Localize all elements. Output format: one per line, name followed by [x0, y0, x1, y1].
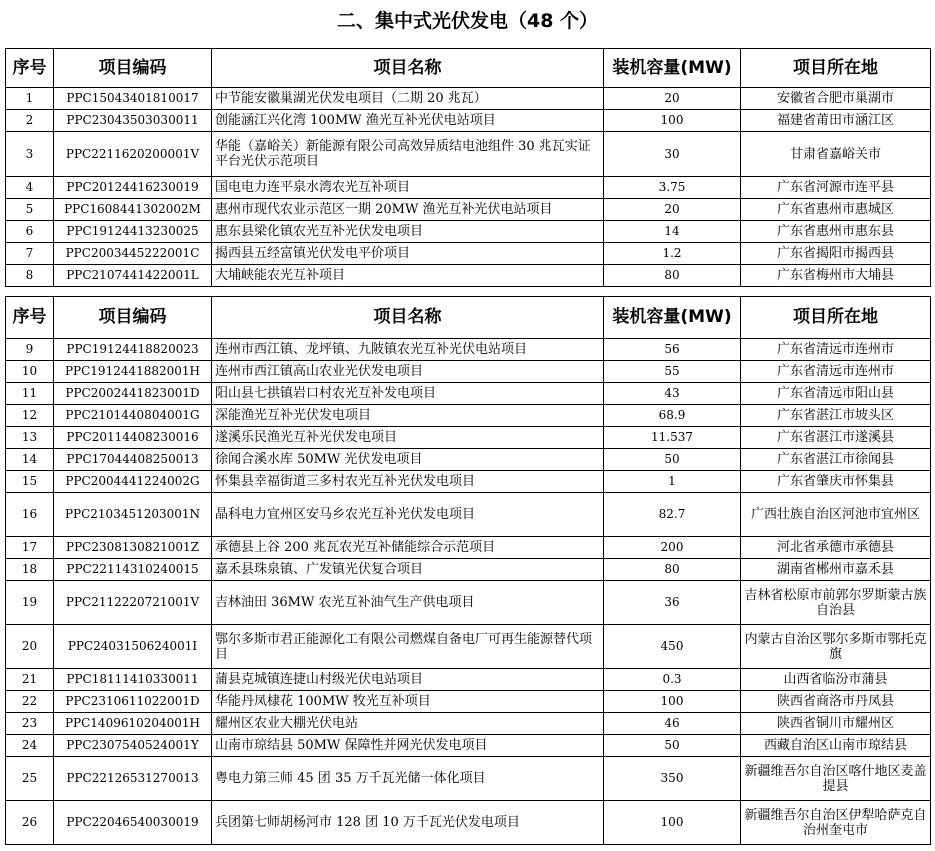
- installed-capacity: 50: [604, 449, 741, 471]
- installed-capacity: 3.75: [604, 177, 741, 199]
- header-capacity: 装机容量(MW): [604, 49, 741, 88]
- project-name: 兵团第七师胡杨河市 128 团 10 万千瓦光伏发电项目: [212, 801, 604, 845]
- project-code: PPC20124416230019: [54, 177, 212, 199]
- installed-capacity: 36: [604, 581, 741, 625]
- row-number: 10: [6, 361, 54, 383]
- project-location: 安徽省合肥市巢湖市: [741, 88, 931, 110]
- row-number: 6: [6, 221, 54, 243]
- project-location: 陕西省铜川市耀州区: [741, 713, 931, 735]
- table-row: [6, 801, 931, 845]
- project-code: PPC2211620200001V: [54, 132, 212, 177]
- header-code: 项目编码: [54, 49, 212, 88]
- table-row: [6, 581, 931, 625]
- installed-capacity: 100: [604, 801, 741, 845]
- project-name: 山南市琼结县 50MW 保障性并网光伏发电项目: [212, 735, 604, 757]
- table-row: [6, 691, 931, 713]
- table-row: [6, 405, 931, 427]
- project-location: 陕西省商洛市丹凤县: [741, 691, 931, 713]
- project-table-1: [5, 48, 931, 287]
- row-number: 4: [6, 177, 54, 199]
- project-code: PPC2307540524001Y: [54, 735, 212, 757]
- project-location: 福建省莆田市涵江区: [741, 110, 931, 132]
- table-row: [6, 383, 931, 405]
- row-number: 3: [6, 132, 54, 177]
- row-number: 16: [6, 493, 54, 537]
- project-location: 广东省清远市连州市: [741, 339, 931, 361]
- table-row: [6, 221, 931, 243]
- project-name: 大埔峡能农光互补项目: [212, 265, 604, 287]
- row-number: 11: [6, 383, 54, 405]
- project-table-2: [5, 296, 931, 845]
- project-location: 河北省承德市承德县: [741, 537, 931, 559]
- installed-capacity: 11.537: [604, 427, 741, 449]
- table-row: [6, 339, 931, 361]
- project-code: PPC23043503030011: [54, 110, 212, 132]
- project-location: 新疆维吾尔自治区伊犁哈萨克自治州奎屯市: [741, 801, 931, 845]
- installed-capacity: 68.9: [604, 405, 741, 427]
- project-code: PPC1608441302002M: [54, 199, 212, 221]
- row-number: 1: [6, 88, 54, 110]
- project-name: 遂溪乐民渔光互补光伏发电项目: [212, 427, 604, 449]
- row-number: 12: [6, 405, 54, 427]
- table-row: [6, 199, 931, 221]
- table-row: [6, 669, 931, 691]
- project-code: PPC22046540030019: [54, 801, 212, 845]
- project-location: 吉林省松原市前郭尔罗斯蒙古族自治县: [741, 581, 931, 625]
- installed-capacity: 30: [604, 132, 741, 177]
- project-name: 耀州区农业大棚光伏电站: [212, 713, 604, 735]
- project-name: 吉林油田 36MW 农光互补油气生产供电项目: [212, 581, 604, 625]
- project-name: 徐闻合溪水库 50MW 光伏发电项目: [212, 449, 604, 471]
- project-name: 揭西县五经富镇光伏发电平价项目: [212, 243, 604, 265]
- installed-capacity: 0.3: [604, 669, 741, 691]
- project-code: PPC19124418820023: [54, 339, 212, 361]
- table-row: [6, 493, 931, 537]
- project-name: 深能渔光互补光伏发电项目: [212, 405, 604, 427]
- table-row: [6, 559, 931, 581]
- row-number: 8: [6, 265, 54, 287]
- project-code: PPC2112220721001V: [54, 581, 212, 625]
- header-name: 项目名称: [212, 297, 604, 339]
- project-name: 怀集县幸福街道三多村农光互补光伏发电项目: [212, 471, 604, 493]
- row-number: 9: [6, 339, 54, 361]
- installed-capacity: 80: [604, 559, 741, 581]
- table-row: [6, 243, 931, 265]
- installed-capacity: 200: [604, 537, 741, 559]
- project-name: 嘉禾县珠泉镇、广发镇光伏复合项目: [212, 559, 604, 581]
- project-name: 晶科电力宜州区安马乡农光互补光伏发电项目: [212, 493, 604, 537]
- project-location: 广西壮族自治区河池市宜州区: [741, 493, 931, 537]
- installed-capacity: 80: [604, 265, 741, 287]
- installed-capacity: 20: [604, 199, 741, 221]
- project-code: PPC2101440804001G: [54, 405, 212, 427]
- project-location: 新疆维吾尔自治区喀什地区麦盖提县: [741, 757, 931, 801]
- project-name: 国电电力连平泉水湾农光互补项目: [212, 177, 604, 199]
- project-location: 西藏自治区山南市琼结县: [741, 735, 931, 757]
- project-name: 惠州市现代农业示范区一期 20MW 渔光互补光伏电站项目: [212, 199, 604, 221]
- header-no: 序号: [6, 49, 54, 88]
- installed-capacity: 350: [604, 757, 741, 801]
- row-number: 25: [6, 757, 54, 801]
- table-row: [6, 88, 931, 110]
- project-code: PPC2310611022001D: [54, 691, 212, 713]
- header-location: 项目所在地: [741, 297, 931, 339]
- installed-capacity: 56: [604, 339, 741, 361]
- project-code: PPC22114310240015: [54, 559, 212, 581]
- header-no: 序号: [6, 297, 54, 339]
- project-location: 山西省临汾市蒲县: [741, 669, 931, 691]
- installed-capacity: 82.7: [604, 493, 741, 537]
- project-location: 广东省清远市连州市: [741, 361, 931, 383]
- project-code: PPC15043401810017: [54, 88, 212, 110]
- project-location: 广东省揭阳市揭西县: [741, 243, 931, 265]
- header-location: 项目所在地: [741, 49, 931, 88]
- row-number: 15: [6, 471, 54, 493]
- project-location: 广东省湛江市遂溪县: [741, 427, 931, 449]
- table-row: [6, 449, 931, 471]
- project-location: 广东省惠州市惠东县: [741, 221, 931, 243]
- row-number: 18: [6, 559, 54, 581]
- installed-capacity: 100: [604, 110, 741, 132]
- project-name: 华能（嘉峪关）新能源有限公司高效异质结电池组件 30 兆瓦实证平台光伏示范项目: [212, 132, 604, 177]
- project-location: 广东省清远市阳山县: [741, 383, 931, 405]
- project-location: 内蒙古自治区鄂尔多斯市鄂托克旗: [741, 625, 931, 669]
- row-number: 2: [6, 110, 54, 132]
- row-number: 26: [6, 801, 54, 845]
- installed-capacity: 20: [604, 88, 741, 110]
- row-number: 7: [6, 243, 54, 265]
- header-name: 项目名称: [212, 49, 604, 88]
- header-capacity: 装机容量(MW): [604, 297, 741, 339]
- project-location: 广东省河源市连平县: [741, 177, 931, 199]
- project-name: 粤电力第三师 45 团 35 万千瓦光储一体化项目: [212, 757, 604, 801]
- project-code: PPC17044408250013: [54, 449, 212, 471]
- project-code: PPC20114408230016: [54, 427, 212, 449]
- row-number: 21: [6, 669, 54, 691]
- row-number: 23: [6, 713, 54, 735]
- project-location: 广东省惠州市惠城区: [741, 199, 931, 221]
- project-location: 广东省梅州市大埔县: [741, 265, 931, 287]
- project-code: PPC2308130821001Z: [54, 537, 212, 559]
- table-row: [6, 471, 931, 493]
- project-code: PPC22126531270013: [54, 757, 212, 801]
- installed-capacity: 100: [604, 691, 741, 713]
- project-code: PPC18111410330011: [54, 669, 212, 691]
- table-row: [6, 265, 931, 287]
- project-name: 连州市西江镇高山农业光伏发电项目: [212, 361, 604, 383]
- row-number: 17: [6, 537, 54, 559]
- project-location: 广东省湛江市徐闻县: [741, 449, 931, 471]
- installed-capacity: 46: [604, 713, 741, 735]
- project-code: PPC2103451203001N: [54, 493, 212, 537]
- project-code: PPC1912441882001H: [54, 361, 212, 383]
- table-row: [6, 537, 931, 559]
- row-number: 14: [6, 449, 54, 471]
- installed-capacity: 1.2: [604, 243, 741, 265]
- table-row: [6, 132, 931, 177]
- row-number: 22: [6, 691, 54, 713]
- project-code: PPC19124413230025: [54, 221, 212, 243]
- project-name: 中节能安徽巢湖光伏发电项目（二期 20 兆瓦）: [212, 88, 604, 110]
- table-header-row: [6, 297, 931, 339]
- page-title: 二、集中式光伏发电（48 个）: [336, 10, 599, 32]
- installed-capacity: 50: [604, 735, 741, 757]
- project-location: 广东省湛江市坡头区: [741, 405, 931, 427]
- project-location: 广东省肇庆市怀集县: [741, 471, 931, 493]
- project-code: PPC2403150624001I: [54, 625, 212, 669]
- project-location: 甘肃省嘉峪关市: [741, 132, 931, 177]
- project-name: 承德县上谷 200 兆瓦农光互补储能综合示范项目: [212, 537, 604, 559]
- row-number: 20: [6, 625, 54, 669]
- header-code: 项目编码: [54, 297, 212, 339]
- project-name: 连州市西江镇、龙坪镇、九陂镇农光互补光伏电站项目: [212, 339, 604, 361]
- table-row: [6, 427, 931, 449]
- row-number: 13: [6, 427, 54, 449]
- project-code: PPC2003445222001C: [54, 243, 212, 265]
- project-name: 阳山县七拱镇岩口村农光互补发电项目: [212, 383, 604, 405]
- row-number: 5: [6, 199, 54, 221]
- table-row: [6, 361, 931, 383]
- table-row: [6, 177, 931, 199]
- installed-capacity: 43: [604, 383, 741, 405]
- installed-capacity: 1: [604, 471, 741, 493]
- table-row: [6, 735, 931, 757]
- project-name: 蒲县克城镇连捷山村级光伏电站项目: [212, 669, 604, 691]
- table-header-row: [6, 49, 931, 88]
- installed-capacity: 450: [604, 625, 741, 669]
- project-code: PPC2107441422001L: [54, 265, 212, 287]
- project-name: 鄂尔多斯市君正能源化工有限公司燃煤自备电厂可再生能源替代项目: [212, 625, 604, 669]
- table-row: [6, 625, 931, 669]
- row-number: 19: [6, 581, 54, 625]
- table-row: [6, 757, 931, 801]
- project-name: 创能涵江兴化湾 100MW 渔光互补光伏电站项目: [212, 110, 604, 132]
- project-location: 湖南省郴州市嘉禾县: [741, 559, 931, 581]
- row-number: 24: [6, 735, 54, 757]
- table-row: [6, 713, 931, 735]
- table-row: [6, 110, 931, 132]
- project-name: 惠东县梁化镇农光互补光伏发电项目: [212, 221, 604, 243]
- installed-capacity: 14: [604, 221, 741, 243]
- project-code: PPC1409610204001H: [54, 713, 212, 735]
- project-name: 华能丹凤棣花 100MW 牧光互补项目: [212, 691, 604, 713]
- project-code: PPC2004441224002G: [54, 471, 212, 493]
- installed-capacity: 55: [604, 361, 741, 383]
- project-code: PPC2002441823001D: [54, 383, 212, 405]
